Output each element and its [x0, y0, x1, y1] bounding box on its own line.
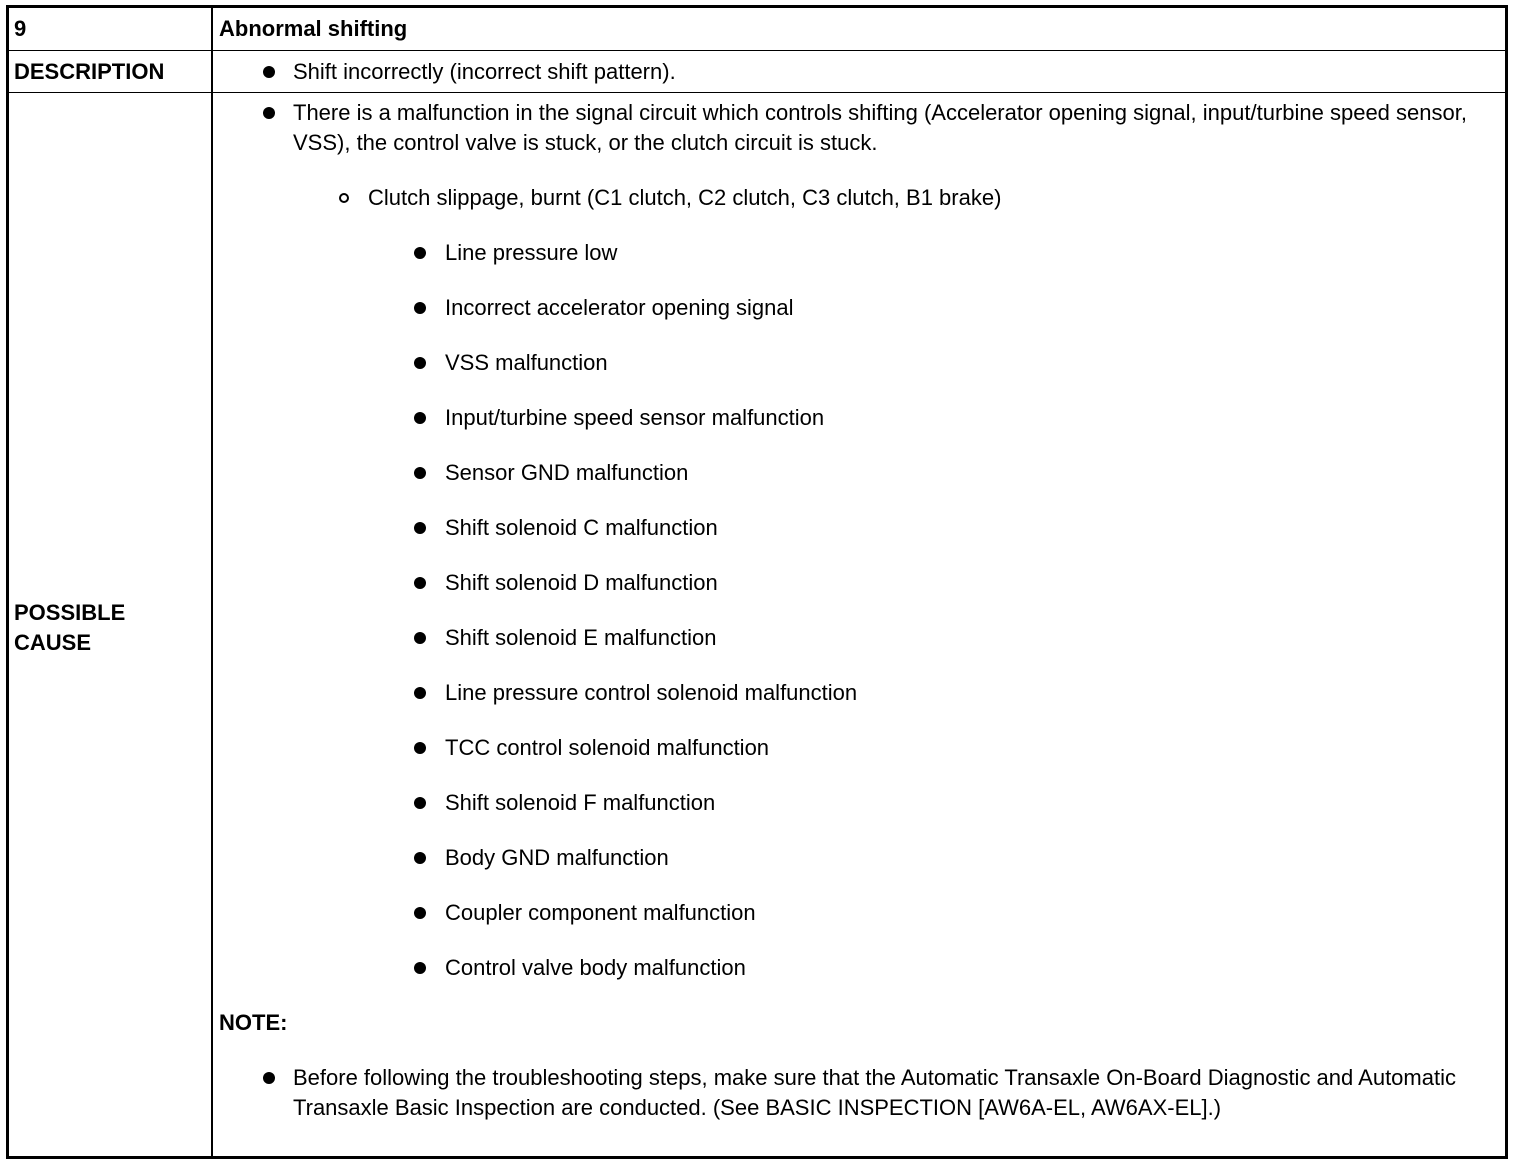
description-label: DESCRIPTION	[14, 58, 165, 84]
bullet-icon	[263, 1072, 275, 1084]
cause-text: Shift solenoid C malfunction	[445, 515, 718, 540]
bullet-icon	[414, 907, 426, 919]
bullet-icon	[414, 412, 426, 424]
bullet-icon	[414, 467, 426, 479]
cause-text: Shift solenoid E malfunction	[445, 625, 717, 650]
description-text: Shift incorrectly (incorrect shift pattern).	[293, 59, 676, 84]
bullet-icon	[414, 962, 426, 974]
bullet-icon	[414, 632, 426, 644]
cause-text: Body GND malfunction	[445, 845, 669, 870]
possible-cause-label-line2: CAUSE	[14, 630, 92, 655]
description-row	[9, 51, 1505, 93]
possible-cause-label	[9, 93, 211, 1156]
cause-text: Input/turbine speed sensor malfunction	[445, 405, 825, 430]
possible-cause-row	[9, 93, 1505, 1156]
sub-cause-text: Clutch slippage, burnt (C1 clutch, C2 clutch, C3 clutch, B1 brake)	[368, 185, 1002, 210]
hollow-bullet-icon	[339, 193, 349, 203]
possible-cause-cell	[213, 93, 1505, 1156]
bullet-icon	[263, 66, 275, 78]
cause-text: VSS malfunction	[445, 350, 608, 375]
cause-text: Sensor GND malfunction	[445, 460, 689, 485]
cause-text: Control valve body malfunction	[445, 955, 746, 980]
cause-text: TCC control solenoid malfunction	[445, 735, 770, 760]
note-text: Before following the troubleshooting steps, make sure that the Automatic Transaxle On-Board Diagnostic and Automatic Transaxle Basic Inspection are conducted. (See BASIC INSPECTION [AW6A-EL, AW6AX-EL].)	[293, 1065, 1456, 1120]
bullet-icon	[263, 107, 275, 119]
cause-text: Coupler component malfunction	[445, 900, 756, 925]
bullet-icon	[414, 247, 426, 259]
main-cause-text: There is a malfunction in the signal circuit which controls shifting (Accelerator opening signal, input/turbine speed sensor, VSS), the control valve is stuck, or the clutch circuit is stuck.	[293, 100, 1467, 155]
troubleshooting-table	[6, 5, 1508, 1159]
cause-text: Incorrect accelerator opening signal	[445, 295, 794, 320]
description-cell	[213, 51, 1505, 92]
bullet-icon	[414, 742, 426, 754]
bullet-icon	[414, 797, 426, 809]
cause-text: Shift solenoid F malfunction	[445, 790, 716, 815]
note-label: NOTE:	[219, 1010, 288, 1035]
bullet-icon	[414, 522, 426, 534]
cause-text: Line pressure control solenoid malfunction	[445, 680, 858, 705]
bullet-icon	[414, 302, 426, 314]
cause-text: Shift solenoid D malfunction	[445, 570, 718, 595]
bullet-icon	[414, 357, 426, 369]
bullet-icon	[414, 852, 426, 864]
symptom-title: Abnormal shifting	[219, 16, 408, 41]
bullet-icon	[414, 577, 426, 589]
step-number: 9	[14, 16, 27, 41]
cause-text: Line pressure low	[445, 240, 618, 265]
header-row	[9, 8, 1505, 51]
possible-cause-label-line1: POSSIBLE	[14, 600, 126, 625]
bullet-icon	[414, 687, 426, 699]
